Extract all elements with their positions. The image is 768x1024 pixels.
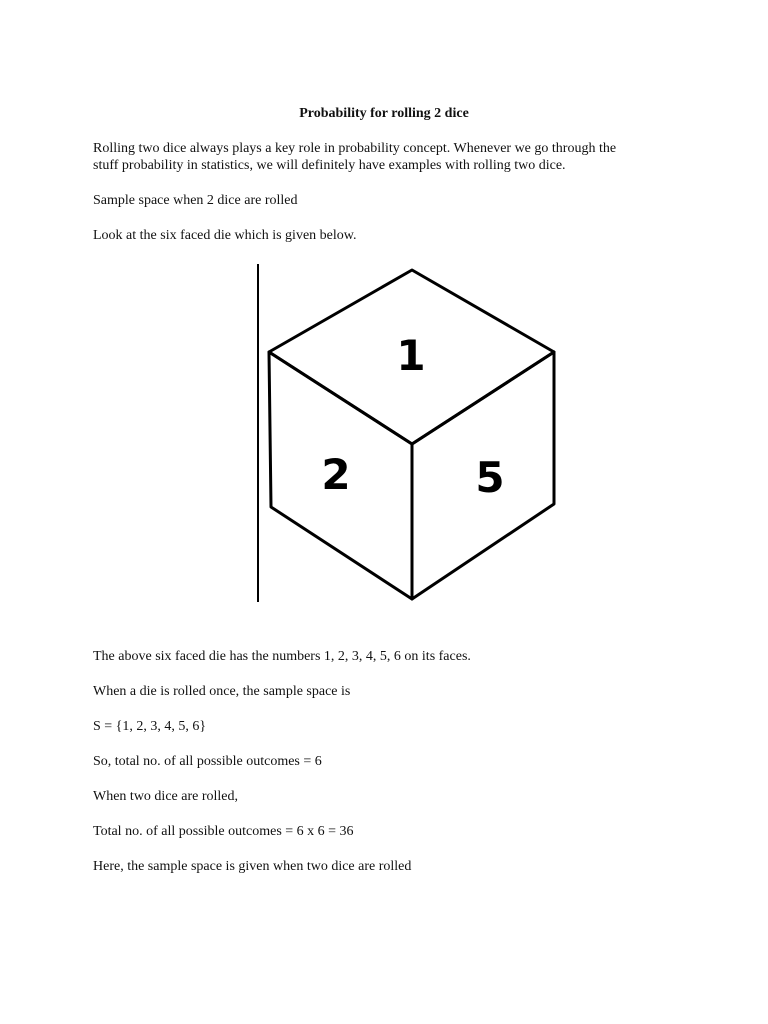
total-outcomes-two-dice: Total no. of all possible outcomes = 6 x 6 = 36 xyxy=(93,824,354,839)
left-face-number: 2 xyxy=(321,450,351,499)
intro-line-2: stuff probability in statistics, we will definitely have examples with rolling two dice. xyxy=(93,158,566,173)
intro-line-1: Rolling two dice always plays a key role in probability concept. Whenever we go through the xyxy=(93,141,617,156)
die-faces-text: The above six faced die has the numbers 1, 2, 3, 4, 5, 6 on its faces. xyxy=(93,649,471,664)
two-dice-rolled-text: When two dice are rolled, xyxy=(93,789,238,804)
look-at-die-text: Look at the six faced die which is given below. xyxy=(93,228,357,243)
sample-space-heading: Sample space when 2 dice are rolled xyxy=(93,193,298,208)
top-face-number: 1 xyxy=(396,331,426,380)
document-title: Probability for rolling 2 dice xyxy=(299,106,469,121)
die-illustration xyxy=(254,262,566,604)
sample-space-two-dice-text: Here, the sample space is given when two dice are rolled xyxy=(93,859,412,874)
die-figure xyxy=(254,262,566,604)
right-face-number: 5 xyxy=(475,453,505,502)
total-outcomes-one-die: So, total no. of all possible outcomes = 6 xyxy=(93,754,322,769)
cube-outline xyxy=(269,270,554,599)
rolled-once-text: When a die is rolled once, the sample space is xyxy=(93,684,351,699)
sample-space-set: S = {1, 2, 3, 4, 5, 6} xyxy=(93,719,207,734)
